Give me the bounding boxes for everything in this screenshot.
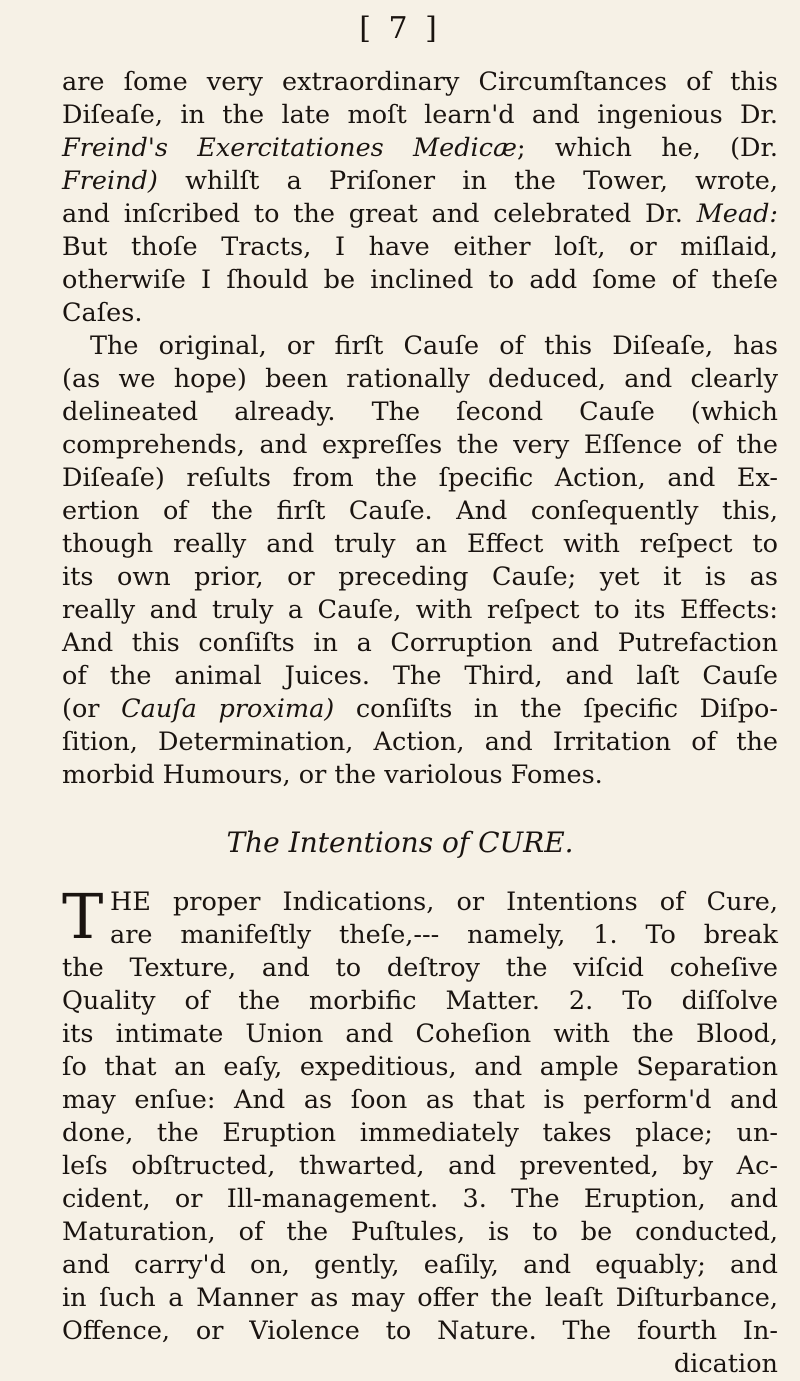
text-line: (as we hope) been rationally deduced, and clearly [62, 364, 778, 394]
text-line: may enſue: And as ſoon as that is perform'd and [62, 1085, 778, 1115]
text-line: Diſeaſe) reſults from the ſpecific Action, and Ex- [62, 463, 778, 493]
text-line: are ſome very extraordinary Circumſtances of this [62, 67, 778, 97]
text-line: ſition, Determination, Action, and Irritation of the [62, 727, 778, 757]
text-line: cident, or Ill-management. 3. The Eruption, and [62, 1184, 778, 1214]
text-line: delineated already. The ſecond Cauſe (which [62, 397, 778, 427]
text-line: ertion of the firſt Cauſe. And conſequently this, [62, 496, 778, 526]
text-line: its own prior, or preceding Cauſe; yet it is as [62, 562, 778, 592]
text-line: in ſuch a Manner as may offer the leaſt Diſturbance, [62, 1283, 778, 1313]
italic-text: Mead: [696, 199, 778, 229]
text-line: (or Cauſa proxima) conſiſts in the ſpecific Diſpo- [62, 694, 778, 724]
text-line: Offence, or Violence to Nature. The fourth In- [62, 1316, 778, 1346]
page-number: [ 7 ] [359, 11, 441, 46]
text-line: And this conſiſts in a Corruption and Putrefaction [62, 628, 778, 658]
text-line: morbid Humours, or the variolous Fomes. [62, 760, 603, 790]
italic-text: Cauſa proxima) [121, 694, 335, 724]
text-line: leſs obſtructed, thwarted, and prevented, by Ac- [62, 1151, 778, 1181]
text-line: HE proper Indications, or Intentions of Cure, [110, 887, 778, 917]
paragraph-cases [62, 66, 778, 330]
text-line: Caſes. [62, 298, 143, 328]
text-line: comprehends, and expreſſes the very Eſſence of the [62, 430, 778, 460]
text-line: Quality of the morbific Matter. 2. To diſſolve [62, 986, 778, 1016]
text-line: really and truly a Cauſe, with reſpect to its Effects: [62, 595, 778, 625]
section-heading: The Intentions of CURE. [226, 826, 574, 859]
text-line: otherwiſe I ſhould be inclined to add ſome of theſe [62, 265, 778, 295]
text-line: ſo that an eaſy, expeditious, and ample Separation [62, 1052, 778, 1082]
text-line: its intimate Union and Coheſion with the Blood, [62, 1019, 778, 1049]
italic-text: Freind's Exercitationes Medicæ [62, 133, 517, 163]
text-line: But thoſe Tracts, I have either loſt, or miſlaid, [62, 232, 778, 262]
text-line: are manifeſtly theſe,--- namely, 1. To break [110, 920, 778, 950]
text-line: and inſcribed to the great and celebrated Dr. Mead: [62, 199, 778, 229]
text-line: Maturation, of the Puſtules, is to be conducted, [62, 1217, 778, 1247]
italic-text: Freind) [62, 166, 158, 196]
paragraph-causes [62, 330, 778, 792]
paragraph-intentions [62, 880, 778, 1381]
text-line: of the animal Juices. The Third, and laſt Cauſe [62, 661, 778, 691]
text-line: Freind) whilſt a Priſoner in the Tower, wrote, [62, 166, 778, 196]
text-line: and carry'd on, gently, eaſily, and equably; and [62, 1250, 778, 1280]
text-line: the Texture, and to deſtroy the viſcid coheſive [62, 953, 778, 983]
text-line: done, the Eruption immediately takes place; un- [62, 1118, 778, 1148]
text-line: The original, or firſt Cauſe of this Diſeaſe, has [90, 331, 778, 361]
text-line: Freind's Exercitationes Medicæ; which he, (Dr. [62, 133, 778, 163]
text-line: Diſeaſe, in the late moſt learn'd and ingenious Dr. [62, 100, 778, 130]
text-line: though really and truly an Effect with reſpect to [62, 529, 778, 559]
drop-cap: T [62, 880, 104, 953]
catchword: dication [673, 1349, 778, 1379]
